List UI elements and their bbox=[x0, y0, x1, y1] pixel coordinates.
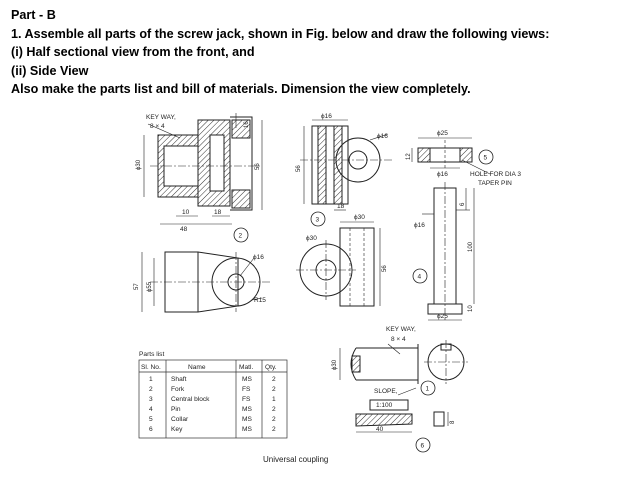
keyway-bottom-size: 8 × 4 bbox=[391, 336, 406, 343]
part-title: Part - B bbox=[11, 8, 56, 22]
pin-view bbox=[422, 182, 474, 320]
dim-18-b: 18 bbox=[337, 203, 345, 210]
svg-text:Central block: Central block bbox=[171, 396, 210, 403]
dim-d16-e: ϕ16 bbox=[414, 222, 425, 229]
keyway-bottom-label: KEY WAY, bbox=[386, 326, 416, 333]
svg-text:4: 4 bbox=[149, 406, 153, 413]
question-line-3: (ii) Side View bbox=[11, 63, 89, 78]
dim-40: 40 bbox=[376, 426, 384, 433]
hole-label: HOLE FOR DIA 3 bbox=[470, 171, 521, 178]
svg-text:3: 3 bbox=[149, 396, 153, 403]
dim-10-b: 10 bbox=[468, 305, 474, 312]
table-row bbox=[149, 416, 276, 423]
dim-d25-b: ϕ25 bbox=[437, 313, 448, 320]
svg-text:3: 3 bbox=[315, 216, 320, 224]
svg-text:5: 5 bbox=[483, 154, 488, 162]
svg-text:MS: MS bbox=[242, 406, 252, 413]
shaft-view bbox=[340, 340, 468, 395]
table-row bbox=[149, 406, 276, 413]
svg-text:6: 6 bbox=[149, 426, 153, 433]
svg-text:1: 1 bbox=[149, 376, 153, 383]
dim-d16-d: ϕ16 bbox=[437, 171, 448, 178]
table-row bbox=[149, 426, 276, 433]
svg-text:2: 2 bbox=[272, 376, 276, 383]
question-line-1: 1. Assemble all parts of the screw jack, shown in Fig. below and draw the following views: bbox=[11, 26, 550, 41]
part-number-1 bbox=[421, 381, 435, 395]
fork-plan-view bbox=[142, 252, 270, 312]
svg-text:2: 2 bbox=[272, 416, 276, 423]
slope-ratio: 1:100 bbox=[376, 402, 393, 409]
dim-10: 10 bbox=[182, 209, 190, 216]
part-number-3 bbox=[311, 212, 325, 226]
header-sl-no: Sl. No. bbox=[141, 364, 161, 371]
svg-text:Fork: Fork bbox=[171, 386, 185, 393]
part-number-4 bbox=[413, 269, 427, 283]
keyway-label: KEY WAY, bbox=[146, 114, 176, 121]
header-qty: Qty. bbox=[265, 364, 277, 371]
svg-text:6: 6 bbox=[420, 442, 425, 450]
dim-12: 12 bbox=[406, 153, 412, 160]
dim-48: 48 bbox=[180, 226, 188, 233]
header-name: Name bbox=[188, 364, 206, 371]
svg-text:Key: Key bbox=[171, 426, 183, 433]
part-number-5 bbox=[479, 150, 493, 164]
svg-text:2: 2 bbox=[149, 386, 153, 393]
table-row bbox=[149, 376, 276, 383]
svg-text:FS: FS bbox=[242, 396, 251, 403]
dim-56-a: 56 bbox=[255, 163, 261, 170]
dim-57: 57 bbox=[134, 283, 140, 290]
svg-text:MS: MS bbox=[242, 376, 252, 383]
parts-list-table bbox=[139, 351, 287, 438]
svg-text:1: 1 bbox=[425, 385, 430, 393]
svg-text:Shaft: Shaft bbox=[171, 376, 187, 383]
dim-18-a: 18 bbox=[214, 209, 222, 216]
dim-56-b: 56 bbox=[296, 165, 302, 172]
svg-text:MS: MS bbox=[242, 416, 252, 423]
dim-d30-c: ϕ30 bbox=[306, 235, 317, 242]
collar-view bbox=[412, 138, 490, 174]
part-number-6 bbox=[416, 438, 430, 452]
table-row bbox=[149, 386, 276, 393]
svg-text:2: 2 bbox=[272, 386, 276, 393]
dim-56-c: 56 bbox=[382, 265, 388, 272]
dim-d55: ϕ55 bbox=[147, 281, 153, 292]
dim-d25-a: ϕ25 bbox=[437, 130, 448, 137]
svg-text:Collar: Collar bbox=[171, 416, 189, 423]
svg-text:2: 2 bbox=[272, 426, 276, 433]
part-number-2 bbox=[234, 228, 248, 242]
key-view bbox=[356, 400, 448, 432]
dim-6: 6 bbox=[460, 202, 466, 206]
taper-pin-label: TAPER PIN bbox=[478, 180, 512, 187]
question-line-4: Also make the parts list and bill of materials. Dimension the view completely. bbox=[11, 82, 471, 96]
dim-d16-c: ϕ16 bbox=[321, 113, 332, 120]
question-line-2: (i) Half sectional view from the front, and bbox=[11, 45, 255, 59]
svg-text:Pin: Pin bbox=[171, 406, 181, 413]
svg-text:MS: MS bbox=[242, 426, 252, 433]
svg-text:FS: FS bbox=[242, 386, 251, 393]
svg-text:1: 1 bbox=[272, 396, 276, 403]
dim-8: 8 bbox=[450, 420, 456, 424]
dim-d30-b: ϕ30 bbox=[354, 214, 365, 221]
header-material: Matl. bbox=[239, 364, 254, 371]
svg-text:2: 2 bbox=[272, 406, 276, 413]
parts-list-title: Parts list bbox=[139, 351, 165, 358]
table-row bbox=[149, 396, 276, 403]
slope-label: SLOPE, bbox=[374, 388, 398, 395]
svg-text:2: 2 bbox=[238, 232, 243, 240]
dim-100: 100 bbox=[468, 241, 474, 252]
keyway-size-label: 8 × 4 bbox=[150, 123, 165, 130]
dim-d16-b: ϕ16 bbox=[253, 254, 264, 261]
svg-text:5: 5 bbox=[149, 416, 153, 423]
figure-caption: Universal coupling bbox=[263, 455, 329, 464]
svg-text:4: 4 bbox=[417, 273, 422, 281]
r15-label: R15 bbox=[254, 297, 266, 304]
dim-16-right: ϕ16 bbox=[377, 133, 388, 140]
dim-16-top: 16 bbox=[244, 121, 250, 128]
dim-d30-a: ϕ30 bbox=[136, 159, 142, 170]
dim-d30-d: ϕ30 bbox=[332, 359, 338, 370]
